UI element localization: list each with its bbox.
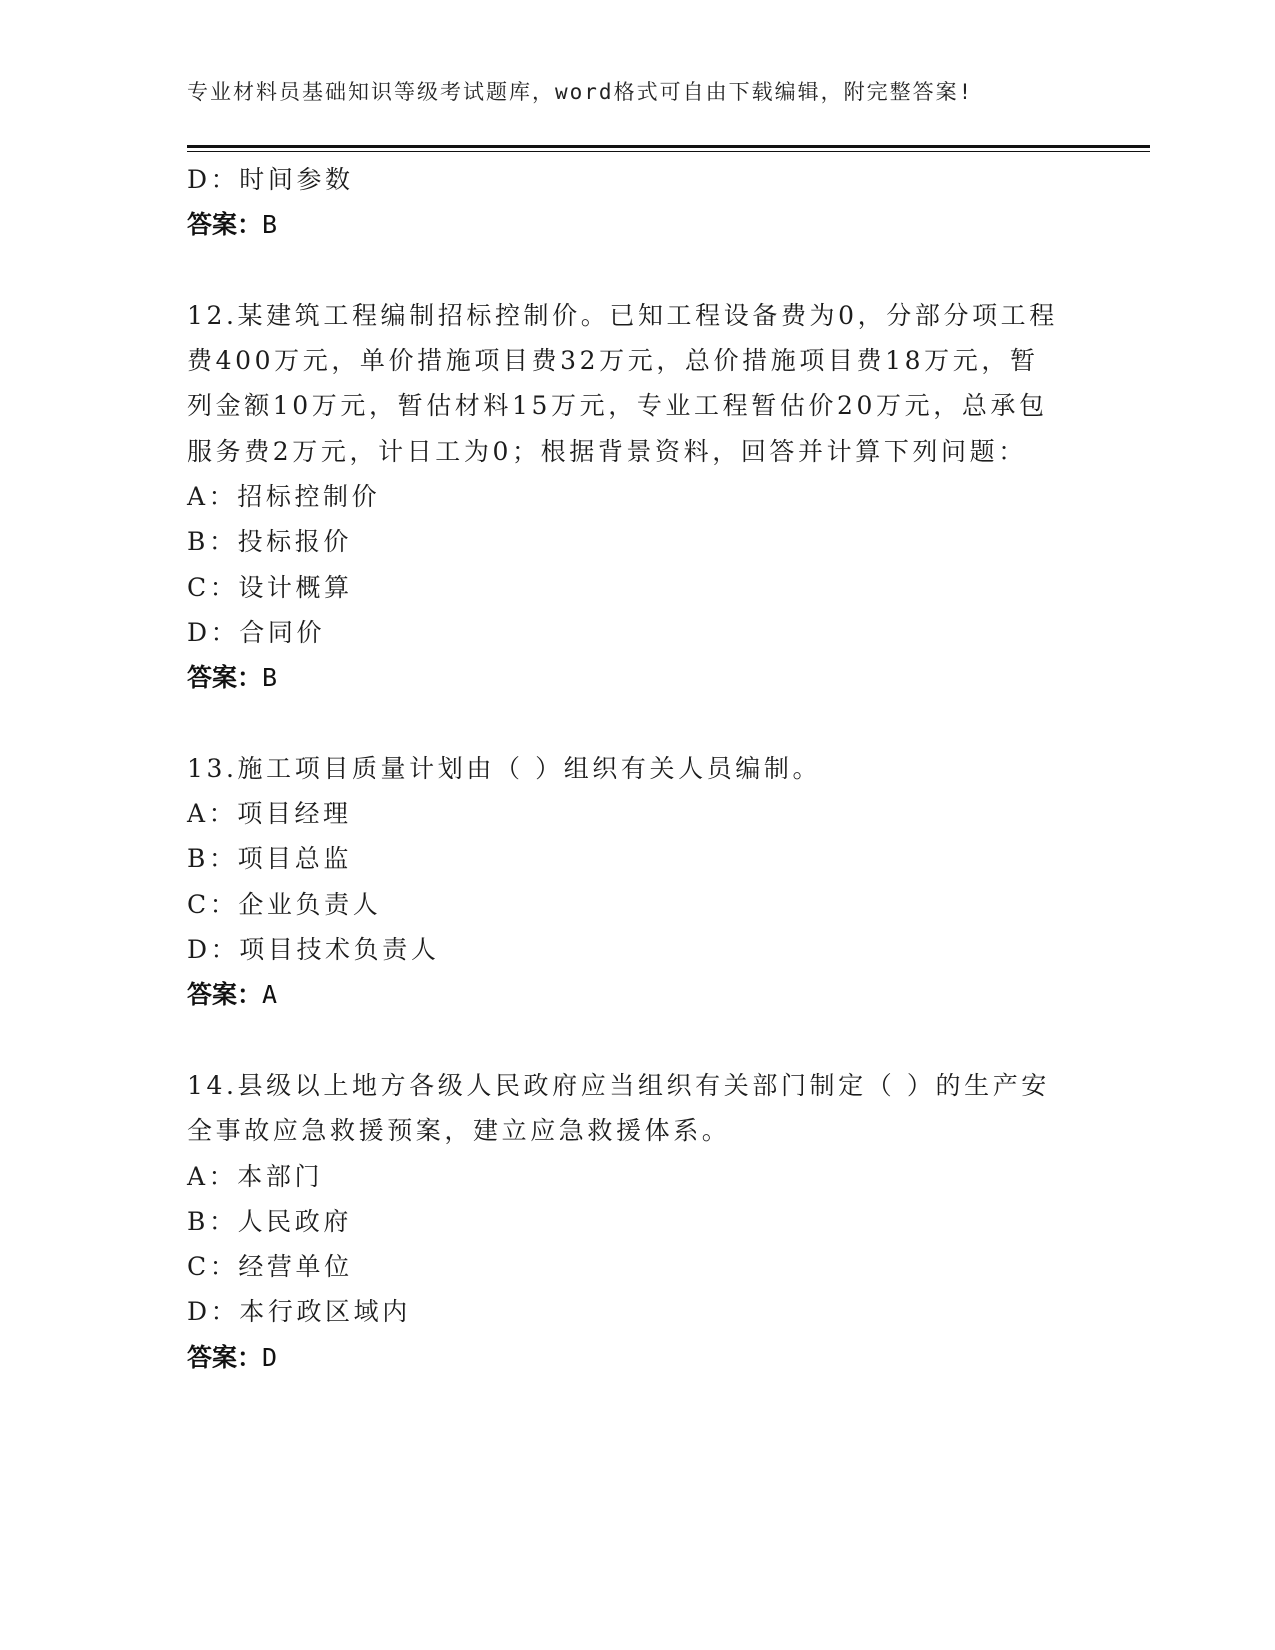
question-text-line: 费400万元，单价措施项目费32万元，总价措施项目费18万元，暂: [187, 346, 1039, 376]
option-d: D：项目技术负责人: [187, 935, 440, 965]
answer-label: 答案：: [187, 1342, 263, 1372]
option-c: C：经营单位: [187, 1252, 353, 1282]
option-b: B：人民政府: [187, 1206, 352, 1236]
option-d: D：合同价: [187, 617, 326, 647]
question-11-tail: [187, 157, 1087, 248]
question-13: [187, 746, 1087, 1018]
option-c: C：企业负责人: [187, 889, 382, 919]
option-a: A：项目经理: [187, 799, 352, 829]
option-a: A：本部门: [187, 1161, 324, 1191]
answer-line: [187, 202, 1087, 247]
question-text-line: 服务费2万元，计日工为0；根据背景资料，回答并计算下列问题：: [187, 436, 1027, 466]
question-text-line: 全事故应急救援预案，建立应急救援体系。: [187, 1116, 731, 1146]
answer-value: B: [262, 210, 278, 240]
option-b: B：项目总监: [187, 844, 352, 874]
question-12: [187, 293, 1087, 701]
answer-label: 答案：: [187, 980, 263, 1010]
option-d: D：时间参数: [187, 165, 354, 194]
option-b: B：投标报价: [187, 527, 352, 557]
question-text-line: 14.县级以上地方各级人民政府应当组织有关部门制定（ ）的生产安: [187, 1070, 1050, 1100]
question-text-line: 12.某建筑工程编制招标控制价。已知工程设备费为0，分部分项工程: [187, 300, 1058, 330]
question-text-line: 13.施工项目质量计划由（ ）组织有关人员编制。: [187, 753, 822, 783]
answer-label: 答案：: [187, 663, 263, 693]
answer-label: 答案：: [187, 210, 263, 240]
answer-value: A: [262, 980, 278, 1010]
answer-value: D: [262, 1342, 278, 1372]
question-14: [187, 1063, 1087, 1380]
header-rule-thick: [187, 145, 1150, 148]
option-a: A：招标控制价: [187, 482, 381, 512]
header-rule-thin: [187, 151, 1150, 152]
option-c: C：设计概算: [187, 572, 353, 602]
answer-value: B: [262, 663, 278, 693]
question-text-line: 列金额10万元，暂估材料15万元，专业工程暂估价20万元，总承包: [187, 391, 1048, 421]
page-header: 专业材料员基础知识等级考试题库，word格式可自由下载编辑，附完整答案!: [187, 80, 974, 104]
answer-line: [187, 972, 1087, 1017]
answer-line: [187, 1335, 1087, 1380]
question-list: [187, 157, 1087, 1380]
answer-line: [187, 655, 1087, 700]
option-d: D：本行政区域内: [187, 1297, 411, 1327]
